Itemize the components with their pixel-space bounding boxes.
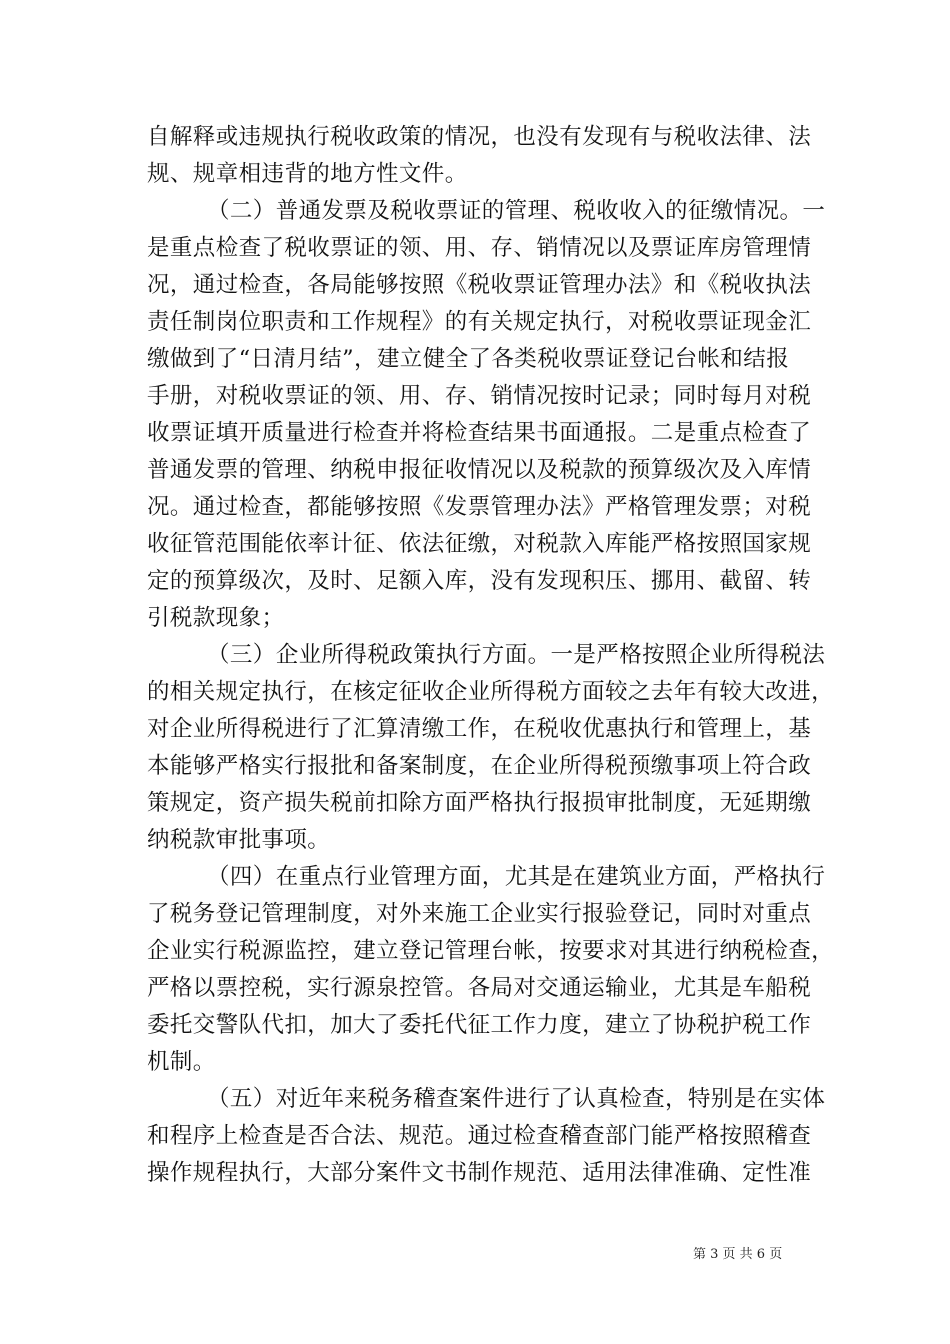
text-line: 定的预算级次，及时、足额入库，没有发现积压、挪用、截留、转 [147, 568, 812, 594]
text-line: 委托交警队代扣，加大了委托代征工作力度，建立了协税护税工作 [147, 1012, 812, 1038]
text-line: 企业实行税源监控，建立登记管理台帐，按要求对其进行纳税检查， [147, 938, 835, 964]
text-line: 纳税款审批事项。 [147, 827, 331, 853]
text-line: 况。通过检查，都能够按照《发票管理办法》严格管理发票；对税 [147, 494, 812, 520]
text-line: 本能够严格实行报批和备案制度，在企业所得税预缴事项上符合政 [147, 753, 812, 779]
text-line: 规、规章相违背的地方性文件。 [147, 161, 468, 187]
paragraph-start-line: （四）在重点行业管理方面，尤其是在建筑业方面，严格执行 [207, 864, 826, 890]
text-line: 的相关规定执行，在核定征收企业所得税方面较之去年有较大改进， [147, 679, 835, 705]
paragraph-start-line: （二）普通发票及税收票证的管理、税收收入的征缴情况。一 [207, 198, 826, 224]
text-line: 和程序上检查是否合法、规范。通过检查稽查部门能严格按照稽查 [147, 1123, 812, 1149]
text-line: 了税务登记管理制度，对外来施工企业实行报验登记，同时对重点 [147, 901, 812, 927]
text-line: 责任制岗位职责和工作规程》的有关规定执行，对税收票证现金汇 [147, 309, 812, 335]
text-line: 收征管范围能依率计征、依法征缴，对税款入库能严格按照国家规 [147, 531, 812, 557]
text-line: 况，通过检查，各局能够按照《税收票证管理办法》和《税收执法 [147, 272, 812, 298]
text-line: 对企业所得税进行了汇算清缴工作，在税收优惠执行和管理上，基 [147, 716, 812, 742]
text-line: 自解释或违规执行税收政策的情况，也没有发现有与税收法律、法 [147, 124, 812, 150]
text-line: 是重点检查了税收票证的领、用、存、销情况以及票证库房管理情 [147, 235, 812, 261]
text-line: 操作规程执行，大部分案件文书制作规范、适用法律准确、定性准 [147, 1160, 812, 1186]
text-line: 普通发票的管理、纳税申报征收情况以及税款的预算级次及入库情 [147, 457, 812, 483]
text-line: 机制。 [147, 1049, 216, 1075]
paragraph-start-line: （五）对近年来税务稽查案件进行了认真检查，特别是在实体 [207, 1086, 826, 1112]
page-number: 第 3 页 共 6 页 [693, 1247, 783, 1262]
text-line: 手册，对税收票证的领、用、存、销情况按时记录；同时每月对税 [147, 383, 812, 409]
text-line: 严格以票控税，实行源泉控管。各局对交通运输业，尤其是车船税 [147, 975, 812, 1001]
text-line: 引税款现象； [147, 605, 285, 631]
paragraph-start-line: （三）企业所得税政策执行方面。一是严格按照企业所得税法 [207, 642, 826, 668]
text-line: 策规定，资产损失税前扣除方面严格执行报损审批制度，无延期缴 [147, 790, 812, 816]
text-line: 收票证填开质量进行检查并将检查结果书面通报。二是重点检查了 [147, 420, 812, 446]
text-line: 缴做到了“日清月结”，建立健全了各类税收票证登记台帐和结报 [147, 346, 790, 372]
